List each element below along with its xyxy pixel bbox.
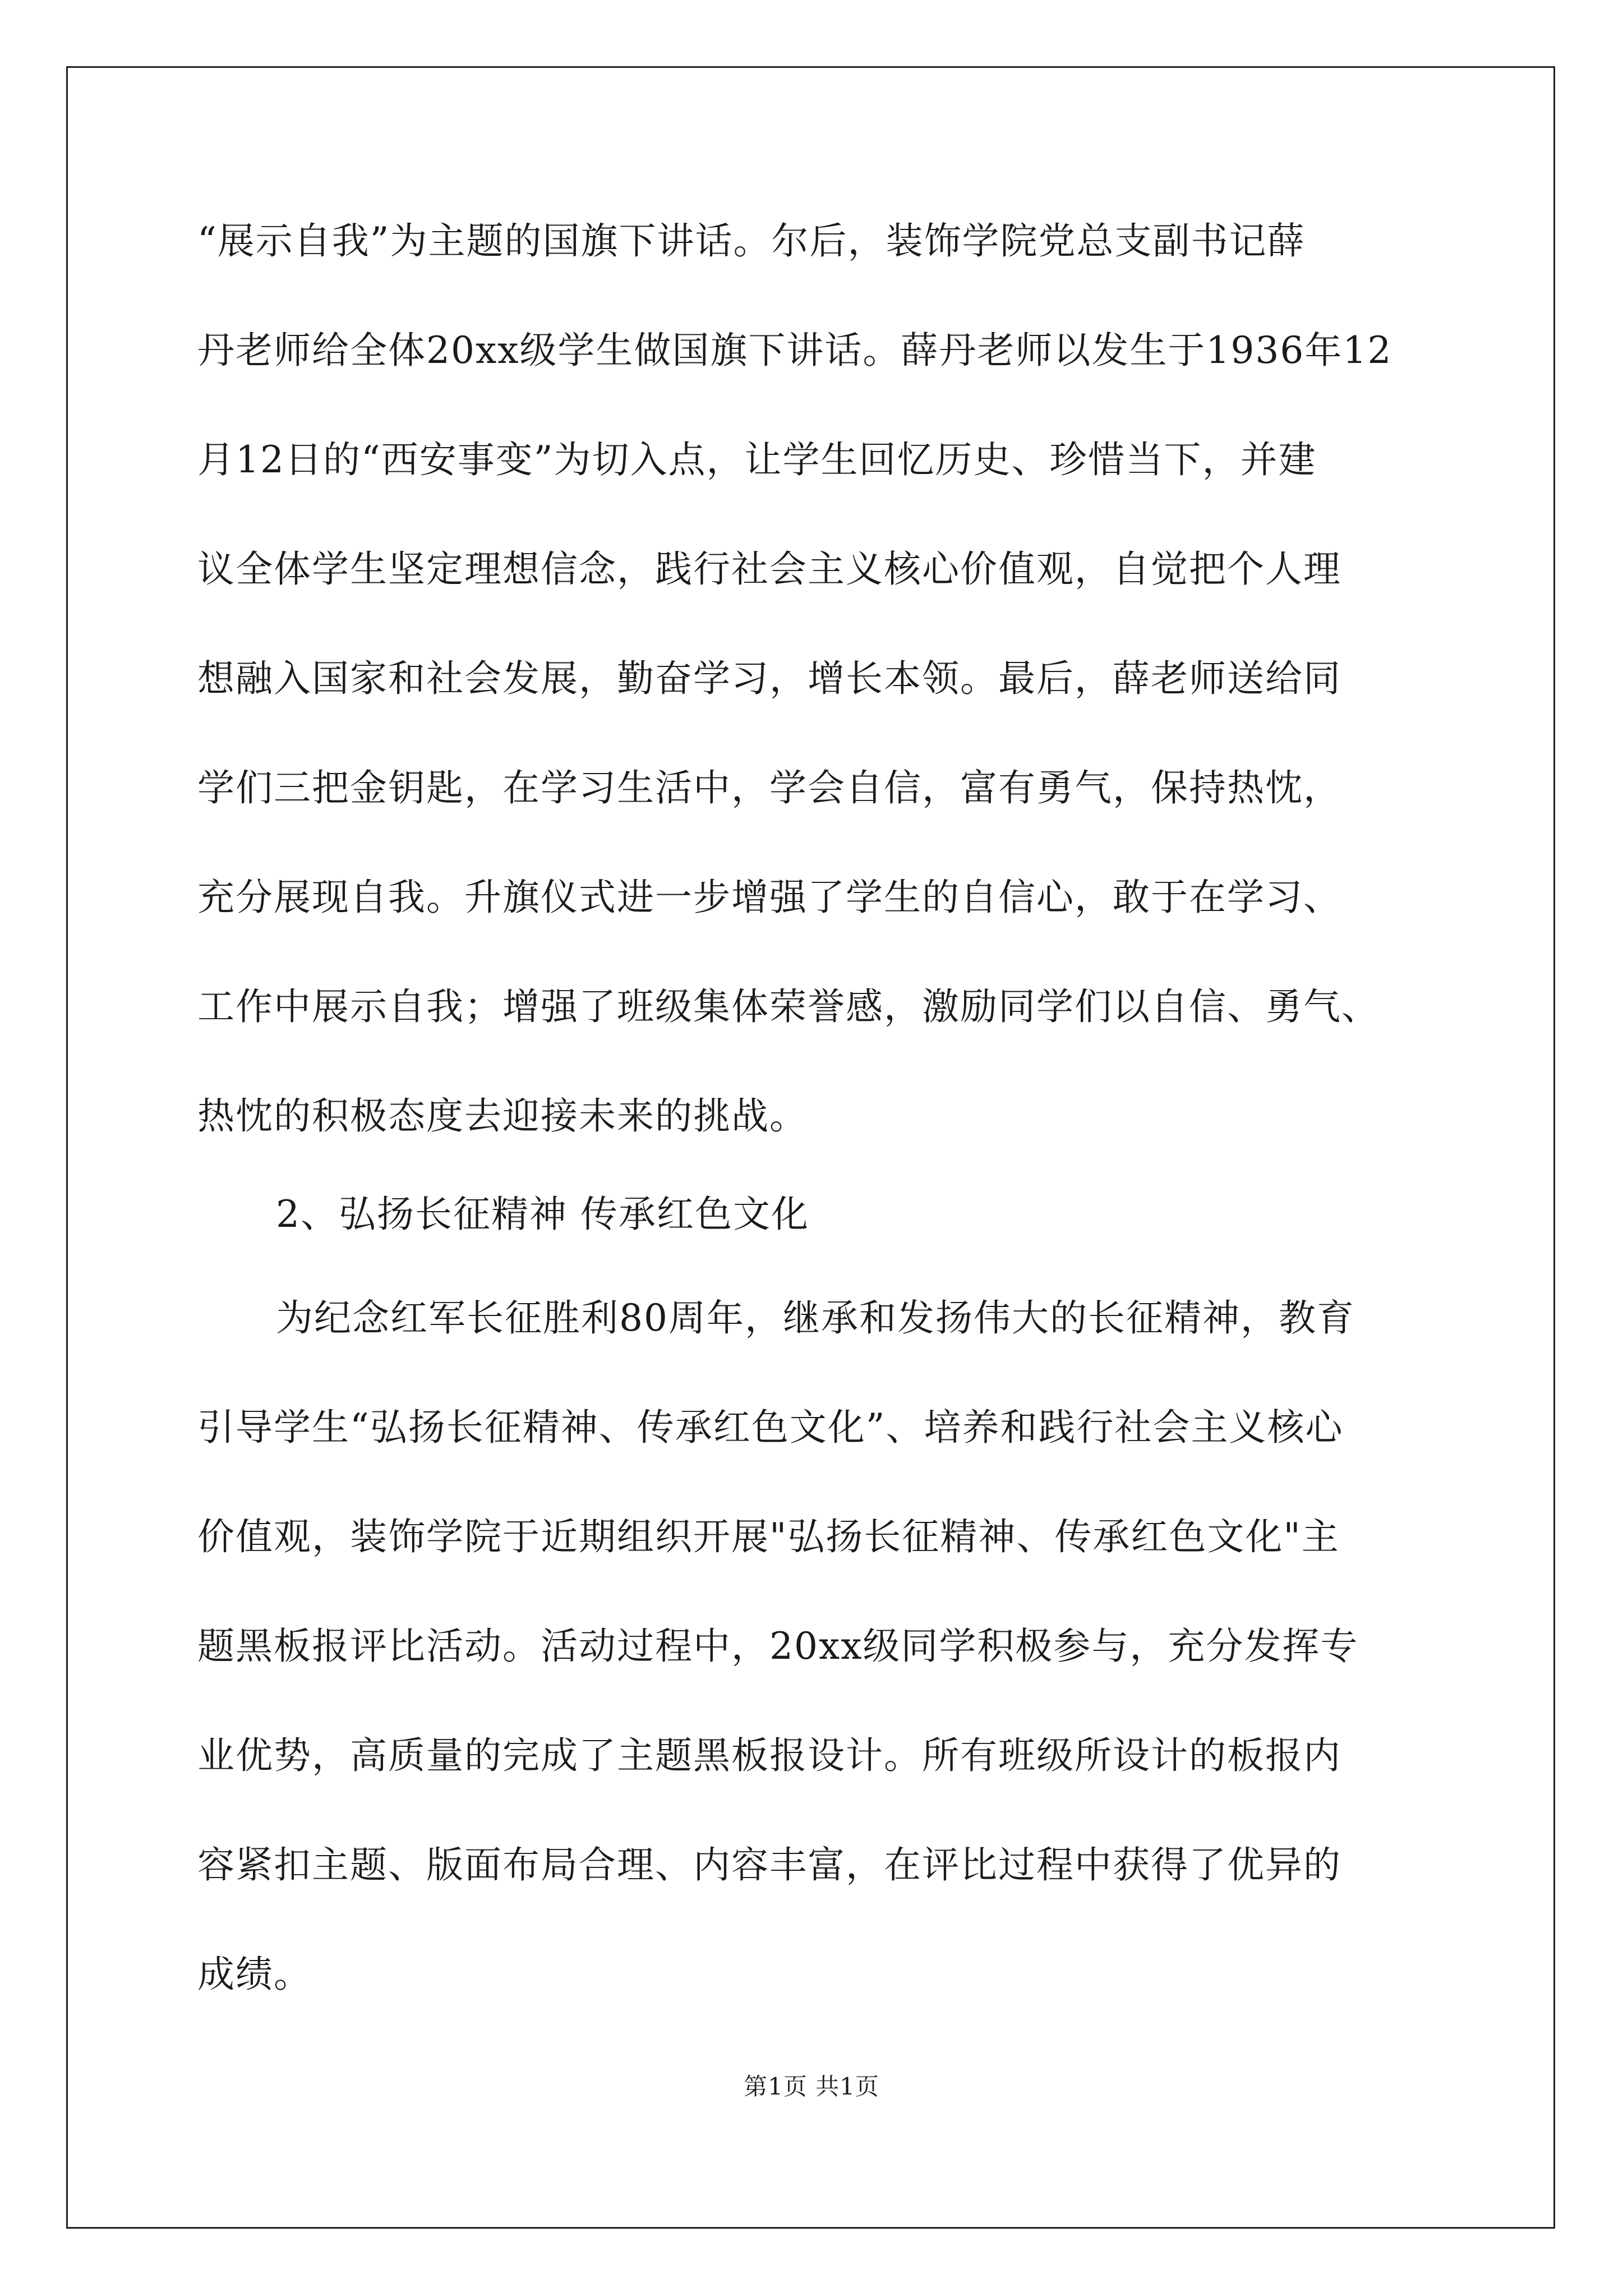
body-text-line: 热忱的积极态度去迎接未来的挑战。 [197,1094,808,1138]
body-text-line: 议全体学生坚定理想信念，践行社会主义核心价值观，自觉把个人理 [197,547,1341,591]
page-footer: 第1页 共1页 [744,2073,879,2100]
body-text-line: 为纪念红军长征胜利80周年，继承和发扬伟大的长征精神，教育 [276,1296,1355,1340]
body-text-line: 容紧扣主题、版面布局合理、内容丰富，在评比过程中获得了优异的 [197,1843,1341,1887]
body-text-line: 引导学生“弘扬长征精神、传承红色文化”、培养和践行社会主义核心 [197,1406,1344,1449]
body-text-line: 成绩。 [197,1953,312,1996]
body-text-line: “展示自我”为主题的国旗下讲话。尔后，装饰学院党总支副书记薛 [197,219,1306,263]
section-heading: 2、弘扬长征精神 传承红色文化 [276,1193,809,1236]
body-text-line: 想融入国家和社会发展，勤奋学习，增长本领。最后，薛老师送给同 [197,657,1341,700]
body-text-line: 业优势，高质量的完成了主题黑板报设计。所有班级所设计的板报内 [197,1734,1341,1777]
body-text-line: 充分展现自我。升旗仪式进一步增强了学生的自信心，敢于在学习、 [197,876,1341,919]
body-text-line: 丹老师给全体20xx级学生做国旗下讲话。薛丹老师以发生于1936年12 [197,329,1393,372]
body-text-line: 学们三把金钥匙，在学习生活中，学会自信，富有勇气，保持热忱， [197,766,1341,809]
body-text-line: 题黑板报评比活动。活动过程中，20xx级同学积极参与，充分发挥专 [197,1625,1359,1668]
body-text-line: 月12日的“西安事变”为切入点，让学生回忆历史、珍惜当下，并建 [197,438,1317,481]
body-text-line: 价值观，装饰学院于近期组织开展"弘扬长征精神、传承红色文化"主 [197,1515,1340,1558]
body-text-line: 工作中展示自我；增强了班级集体荣誉感，激励同学们以自信、勇气、 [197,985,1380,1028]
page-border [66,66,1555,2229]
